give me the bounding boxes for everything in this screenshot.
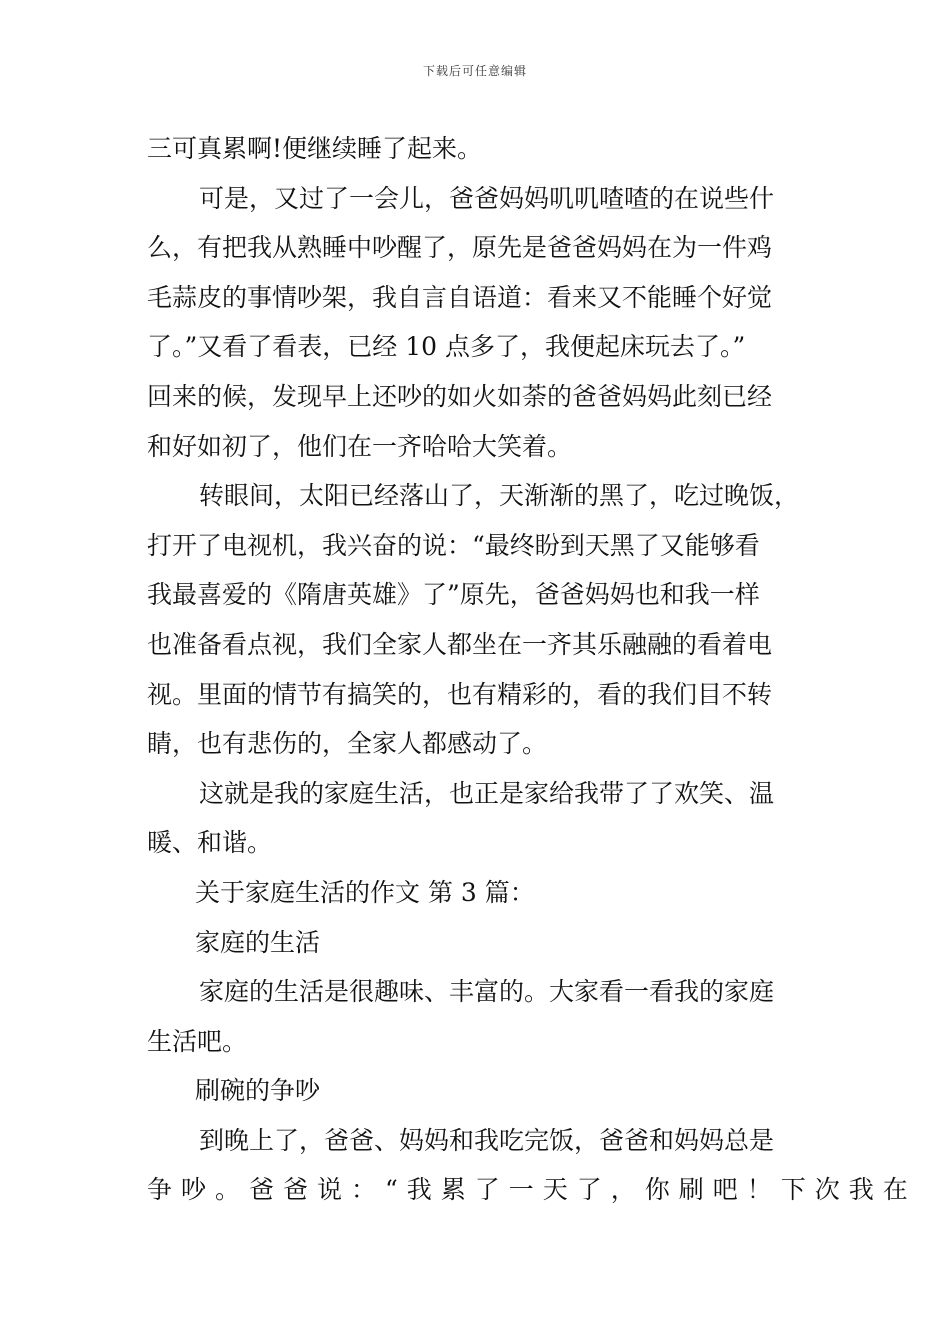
section-heading: 关于家庭生活的作文 第 3 篇： <box>195 877 535 907</box>
text-line: 争吵。爸爸说：“我累了一天了，你刷吧！下次我在 <box>147 1175 917 1205</box>
text-line: 了。”又看了看表，已经 10 点多了，我便起床玩去了。” <box>147 332 746 362</box>
text-line: 打开了电视机，我兴奋的说：“最终盼到天黑了又能够看 <box>147 530 760 560</box>
text-line: 么，有把我从熟睡中吵醒了，原先是爸爸妈妈在为一件鸡 <box>147 233 773 263</box>
article-title: 家庭的生活 <box>195 927 321 957</box>
text-line: 家庭的生活是很趣味、丰富的。大家看一看我的家庭 <box>199 977 775 1007</box>
page-header: 下载后可任意编辑 <box>422 64 527 78</box>
text-line: 和好如初了，他们在一齐哈哈大笑着。 <box>147 431 573 461</box>
text-line: 到晚上了，爸爸、妈妈和我吃完饭，爸爸和妈妈总是 <box>199 1125 775 1155</box>
text-line: 三可真累啊!便继续睡了起来。 <box>147 134 483 163</box>
text-line: 转眼间，太阳已经落山了，天渐渐的黑了，吃过晚饭， <box>199 481 800 511</box>
text-line: 视。里面的情节有搞笑的，也有精彩的，看的我们目不转 <box>147 679 773 709</box>
text-line: 回来的候，发现早上还吵的如火如荼的爸爸妈妈此刻已经 <box>147 381 773 411</box>
document-body <box>147 124 917 1215</box>
text-line: 毛蒜皮的事情吵架，我自言自语道：看来又不能睡个好觉 <box>147 282 773 312</box>
subsection-title: 刷碗的争吵 <box>195 1076 321 1106</box>
text-line: 暖、和谐。 <box>147 828 273 858</box>
text-line: 我最喜爱的《隋唐英雄》了”原先，爸爸妈妈也和我一样 <box>147 580 760 610</box>
text-line: 生活吧。 <box>147 1026 248 1056</box>
text-line: 可是，又过了一会儿，爸爸妈妈叽叽喳喳的在说些什 <box>199 183 775 213</box>
text-line: 睛，也有悲伤的，全家人都感动了。 <box>147 729 548 759</box>
text-line: 这就是我的家庭生活，也正是家给我带了了欢笑、温 <box>199 778 775 808</box>
text-line: 也准备看点视，我们全家人都坐在一齐其乐融融的看着电 <box>147 629 773 659</box>
